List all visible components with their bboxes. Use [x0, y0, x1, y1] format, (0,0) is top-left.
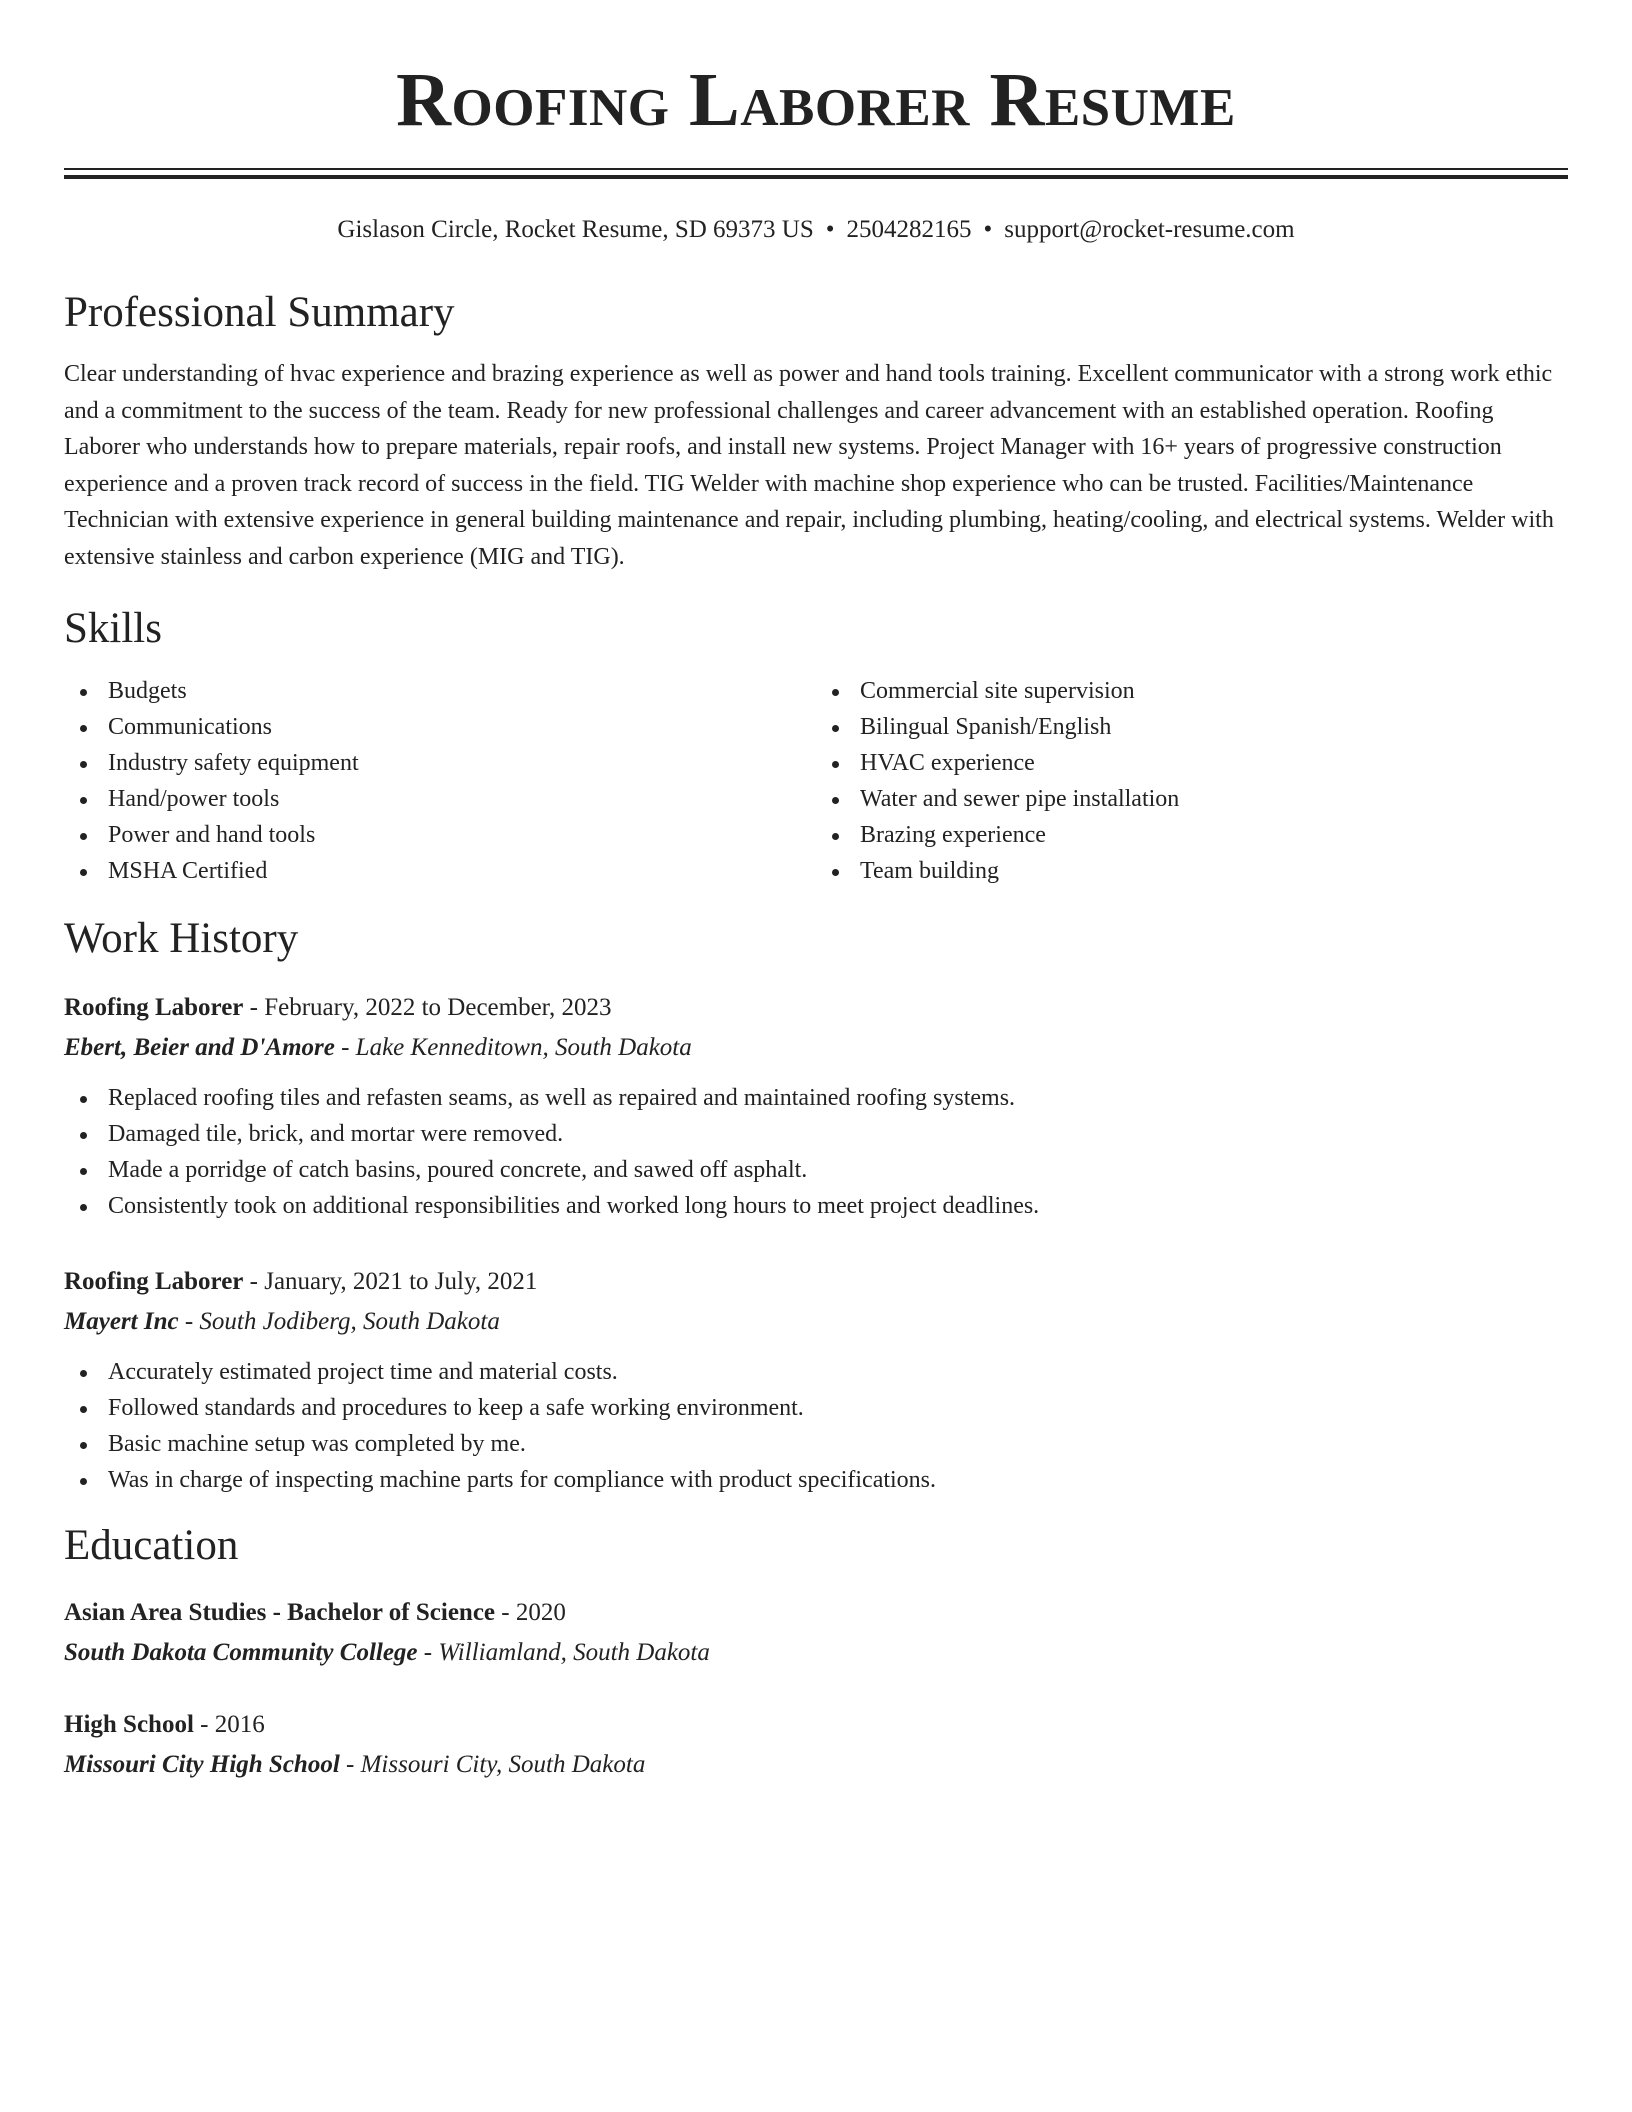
job-duty: Accurately estimated project time and material costs. [64, 1354, 1568, 1390]
skill-item: Commercial site supervision [816, 673, 1568, 709]
contact-separator: • [983, 216, 993, 243]
job-dates: - January, 2021 to July, 2021 [243, 1267, 538, 1295]
school-line [64, 1745, 1568, 1785]
job-duty: Damaged tile, brick, and mortar were removed. [64, 1116, 1568, 1152]
title-divider [64, 168, 1568, 179]
job-duty: Was in charge of inspecting machine parts for compliance with product specifications. [64, 1462, 1568, 1498]
job-title-line [64, 1262, 1568, 1302]
company-name: Mayert Inc [64, 1307, 179, 1335]
skill-item: MSHA Certified [64, 853, 816, 889]
skills-heading: Skills [64, 605, 162, 653]
job-duty: Replaced roofing tiles and refasten seams, as well as repaired and maintained roofing systems. [64, 1080, 1568, 1116]
resume-title: Roofing Laborer Resume [396, 58, 1236, 142]
skills-list-right [816, 673, 1568, 889]
skill-item: Water and sewer pipe installation [816, 781, 1568, 817]
education-section [64, 1522, 1568, 1785]
degree-line [64, 1593, 1568, 1633]
skill-item: Bilingual Spanish/English [816, 709, 1568, 745]
skills-column-right [816, 673, 1568, 889]
contact-line [64, 215, 1568, 245]
school-location: - Missouri City, South Dakota [339, 1751, 646, 1779]
skill-item: Industry safety equipment [64, 745, 816, 781]
summary-text: Clear understanding of hvac experience and brazing experience as well as power and hand tools training. Excellent communicator with a strong work ethic and a commitment to the success of the team. Ready for new professional challenges and career advancement with an established operation. Roofing Laborer who understands how to prepare materials, repair roofs, and install new systems. Project Manager with 16+ years of progressive construction experience and a proven track record of success in the field. TIG Welder with machine shop experience who can be trusted. Facilities/Maintenance Technician with extensive experience in general building maintenance and repair, including plumbing, heating/cooling, and electrical systems. Welder with extensive stainless and carbon experience (MIG and TIG). [64, 361, 1554, 570]
job-duties-list [64, 1354, 1568, 1498]
company-location: - Lake Kenneditown, South Dakota [334, 1033, 692, 1061]
job-title: Roofing Laborer [64, 993, 244, 1021]
school-location: - Williamland, South Dakota [417, 1639, 710, 1667]
skill-item: Team building [816, 853, 1568, 889]
skill-item: Brazing experience [816, 817, 1568, 853]
contact-address: Gislason Circle, Rocket Resume, SD 69373 US [337, 216, 814, 243]
school-name: South Dakota Community College [64, 1639, 418, 1667]
job-duties-list [64, 1080, 1568, 1224]
skill-item: Budgets [64, 673, 816, 709]
school-name: Missouri City High School [64, 1751, 340, 1779]
work-history-heading: Work History [64, 914, 299, 962]
contact-separator: • [825, 216, 835, 243]
job-dates: - February, 2022 to December, 2023 [243, 993, 612, 1021]
skill-item: Communications [64, 709, 816, 745]
skill-item: Power and hand tools [64, 817, 816, 853]
graduation-year: - 2020 [495, 1599, 566, 1627]
job-duty: Followed standards and procedures to keep a safe working environment. [64, 1390, 1568, 1426]
job-duty: Basic machine setup was completed by me. [64, 1426, 1568, 1462]
skill-item: Hand/power tools [64, 781, 816, 817]
work-history-section [64, 915, 1568, 1498]
education-entry [64, 1705, 1568, 1785]
skills-grid [64, 673, 1568, 889]
job-duty: Consistently took on additional responsibilities and worked long hours to meet project deadlines. [64, 1188, 1568, 1224]
job-duty: Made a porridge of catch basins, poured concrete, and sawed off asphalt. [64, 1152, 1568, 1188]
education-entry [64, 1593, 1568, 1673]
company-line [64, 1028, 1568, 1068]
job-entry [64, 1262, 1568, 1498]
company-line [64, 1302, 1568, 1342]
skill-item: HVAC experience [816, 745, 1568, 781]
degree-name: Asian Area Studies - Bachelor of Science [64, 1599, 496, 1627]
job-entry [64, 988, 1568, 1224]
degree-name: High School [64, 1711, 194, 1739]
company-location: - South Jodiberg, South Dakota [178, 1307, 500, 1335]
company-name: Ebert, Beier and D'Amore [64, 1033, 335, 1061]
contact-phone: 2504282165 [846, 216, 972, 243]
summary-heading: Professional Summary [64, 289, 455, 336]
job-title: Roofing Laborer [64, 1267, 244, 1295]
school-line [64, 1633, 1568, 1673]
skills-list-left [64, 673, 816, 889]
education-heading: Education [64, 1521, 239, 1569]
skills-column-left [64, 673, 816, 889]
contact-email[interactable]: support@rocket-resume.com [1004, 216, 1295, 243]
degree-line [64, 1705, 1568, 1745]
graduation-year: - 2016 [193, 1711, 265, 1739]
skills-section [64, 605, 1568, 888]
job-title-line [64, 988, 1568, 1028]
summary-section [64, 289, 1568, 575]
